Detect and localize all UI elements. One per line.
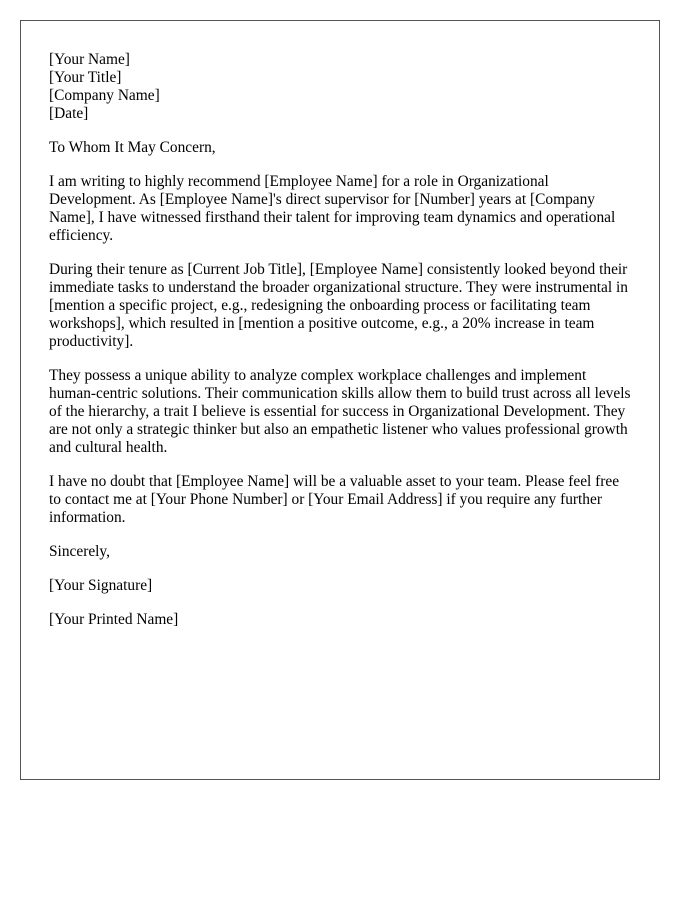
body-paragraph-skills: They possess a unique ability to analyze complex workplace challenges and implement human-centric solutions. Their communication skills allow them to build trust across all levels of the hierarchy, a trait I believe is essential for success in Organizational Development. They are not only a strategic thinker but also an empathetic listener who values professional growth and cultural health. — [49, 367, 631, 456]
signature-placeholder: [Your Signature] — [49, 577, 153, 594]
closing: Sincerely, — [49, 543, 110, 560]
body-paragraph-tenure: During their tenure as [Current Job Title], [Employee Name] consistently looked beyond their immediate tasks to understand the broader organizational structure. They were instrumental in [mention a specific project, e.g., redesigning the onboarding process or facilitating team workshops], which resulted in [mention a positive outcome, e.g., a 20% increase in team productivity]. — [49, 261, 628, 350]
sender-company: [Company Name] — [49, 87, 160, 104]
letter-date: [Date] — [49, 105, 89, 122]
sender-block — [49, 51, 631, 123]
salutation: To Whom It May Concern, — [49, 139, 216, 156]
body-paragraph-conclusion: I have no doubt that [Employee Name] will be a valuable asset to your team. Please feel free to contact me at [Your Phone Number] or [Your Email Address] if you require any further information. — [49, 473, 620, 526]
sender-title: [Your Title] — [49, 69, 122, 86]
sender-name: [Your Name] — [49, 51, 130, 68]
letter-page — [20, 20, 660, 780]
body-paragraph-introduction: I am writing to highly recommend [Employee Name] for a role in Organizational Development. As [Employee Name]'s direct supervisor for [Number] years at [Company Name], I have witnessed firsthand their talent for improving team dynamics and operational efficiency. — [49, 173, 616, 244]
printed-name: [Your Printed Name] — [49, 611, 179, 628]
